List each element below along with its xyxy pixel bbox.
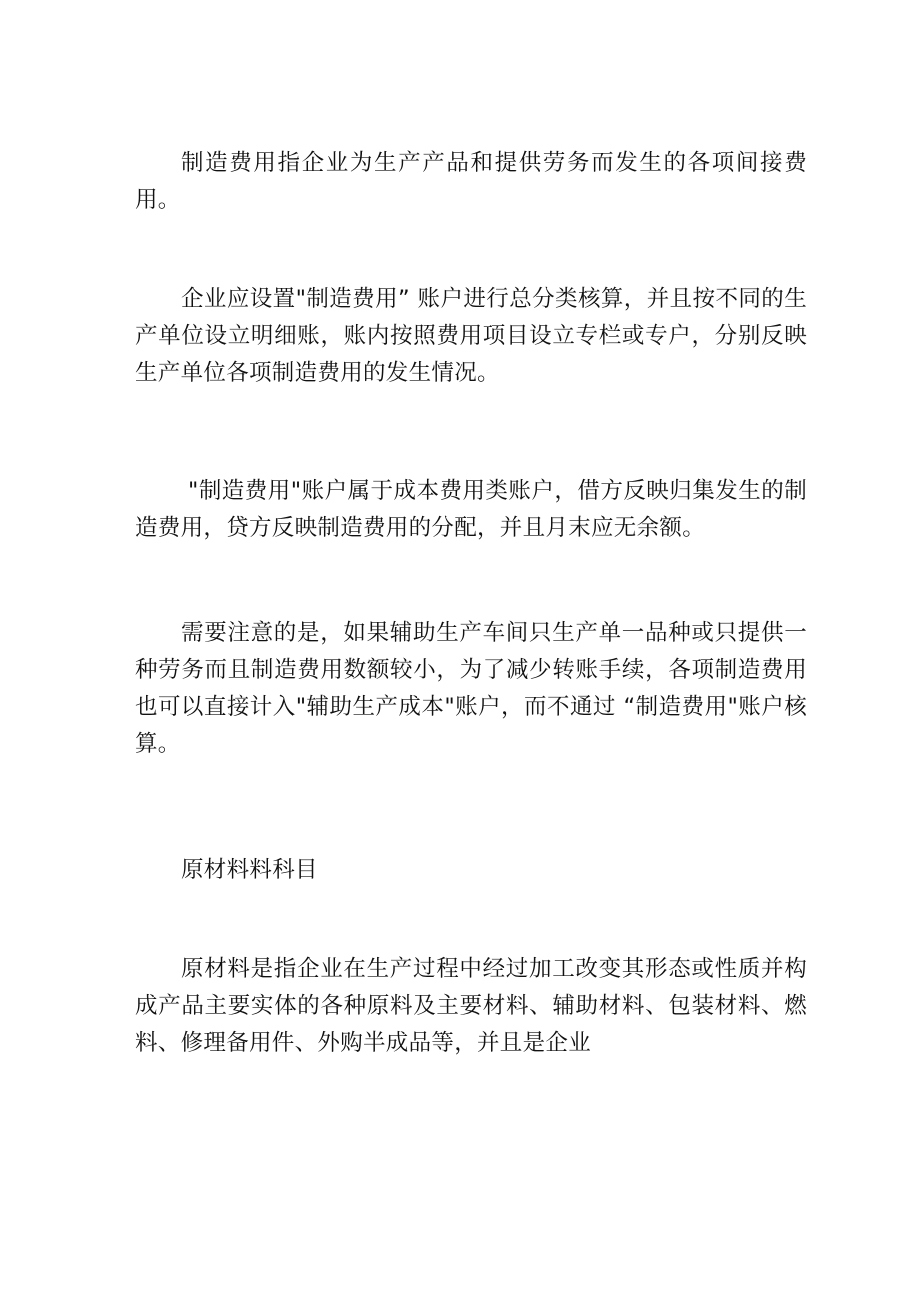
- section-heading-raw-materials: 原材料料科目: [181, 857, 318, 883]
- paragraph-overhead-definition: 制造费用指企业为生产产品和提供劳务而发生的各项间接费用。: [135, 150, 807, 213]
- paragraph-account-nature: "制造费用"账户属于成本费用类账户，借方反映归集发生的制造费用，贷方反映制造费用的分配，并且月末应无余额。: [135, 478, 807, 541]
- paragraph-auxiliary-note: 需要注意的是，如果辅助生产车间只生产单一品种或只提供一种劳务而且制造费用数额较小，为了减少转账手续，各项制造费用也可以直接计入"辅助生产成本"账户，而不通过 “制造费用"账户核算。: [135, 620, 807, 757]
- paragraph-account-setup: 企业应设置"制造费用” 账户进行总分类核算，并且按不同的生产单位设立明细账，账内按照费用项目设立专栏或专户，分别反映生产单位各项制造费用的发生情况。: [135, 286, 807, 386]
- paragraph-raw-materials-definition: 原材料是指企业在生产过程中经过加工改变其形态或性质并构成产品主要实体的各种原料及主要材料、辅助材料、包装材料、燃料、修理备用件、外购半成品等，并且是企业: [135, 956, 807, 1056]
